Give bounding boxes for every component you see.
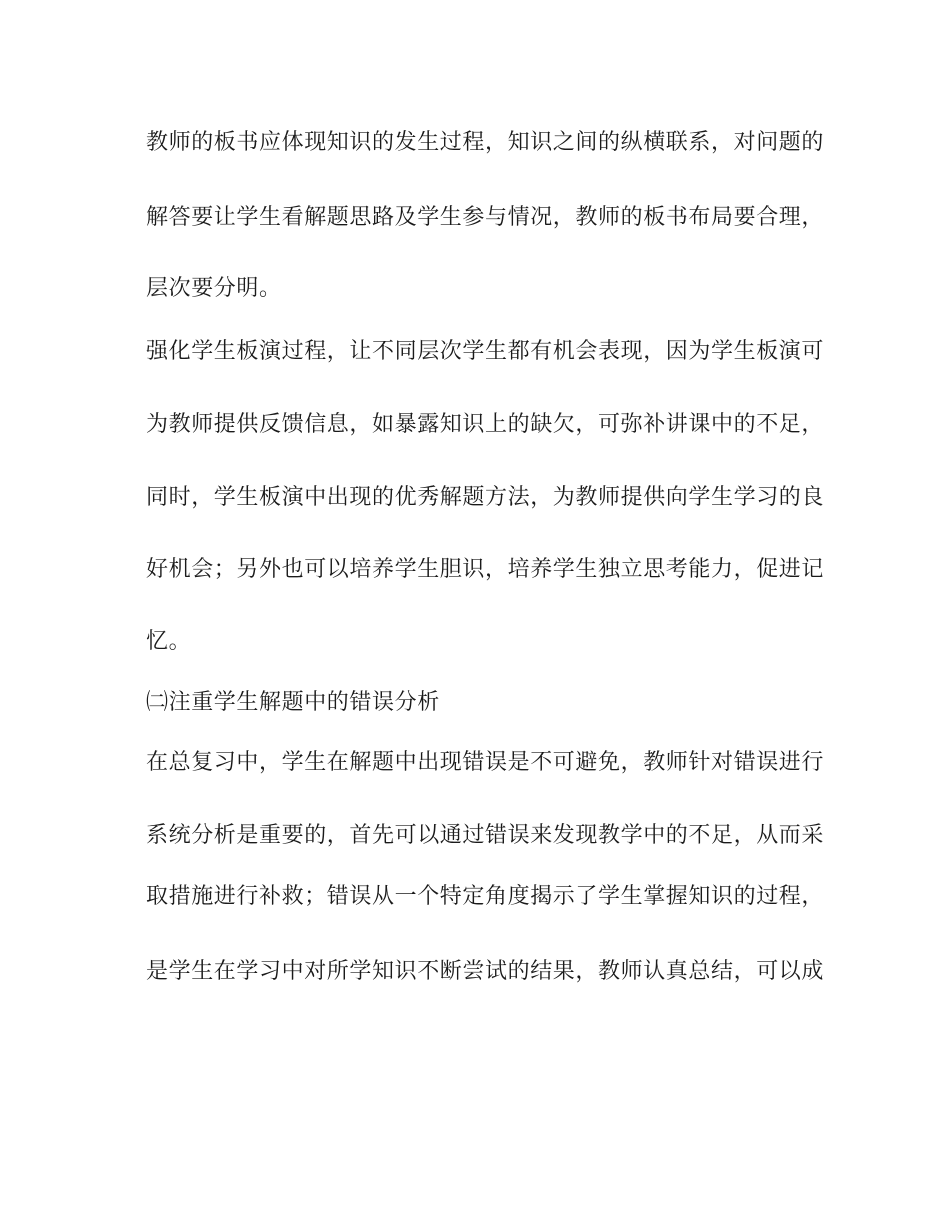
text-line-13: 是学生在学习中对所学知识不断尝试的结果，教师认真总结，可以成 (146, 959, 825, 984)
text-line-2: 解答要让学生看解题思路及学生参与情况，教师的板书布局要合理， (146, 205, 825, 230)
text-line-12: 取措施进行补救；错误从一个特定角度揭示了学生掌握知识的过程， (146, 884, 825, 909)
section-heading: ㈡注重学生解题中的错误分析 (146, 690, 440, 715)
text-line-4: 强化学生板演过程，让不同层次学生都有机会表现，因为学生板演可 (146, 339, 825, 364)
text-line-7: 好机会；另外也可以培养学生胆识，培养学生独立思考能力，促进记 (146, 557, 825, 582)
text-line-11: 系统分析是重要的，首先可以通过错误来发现教学中的不足，从而采 (146, 823, 825, 848)
text-line-8: 忆。 (146, 629, 192, 654)
text-line-3: 层次要分明。 (146, 276, 282, 301)
text-line-6: 同时，学生板演中出现的优秀解题方法，为教师提供向学生学习的良 (146, 485, 825, 510)
text-line-10: 在总复习中，学生在解题中出现错误是不可避免，教师针对错误进行 (146, 750, 825, 775)
text-line-5: 为教师提供反馈信息，如暴露知识上的缺欠，可弥补讲课中的不足， (146, 412, 825, 437)
text-line-1: 教师的板书应体现知识的发生过程，知识之间的纵横联系，对问题的 (146, 130, 825, 155)
